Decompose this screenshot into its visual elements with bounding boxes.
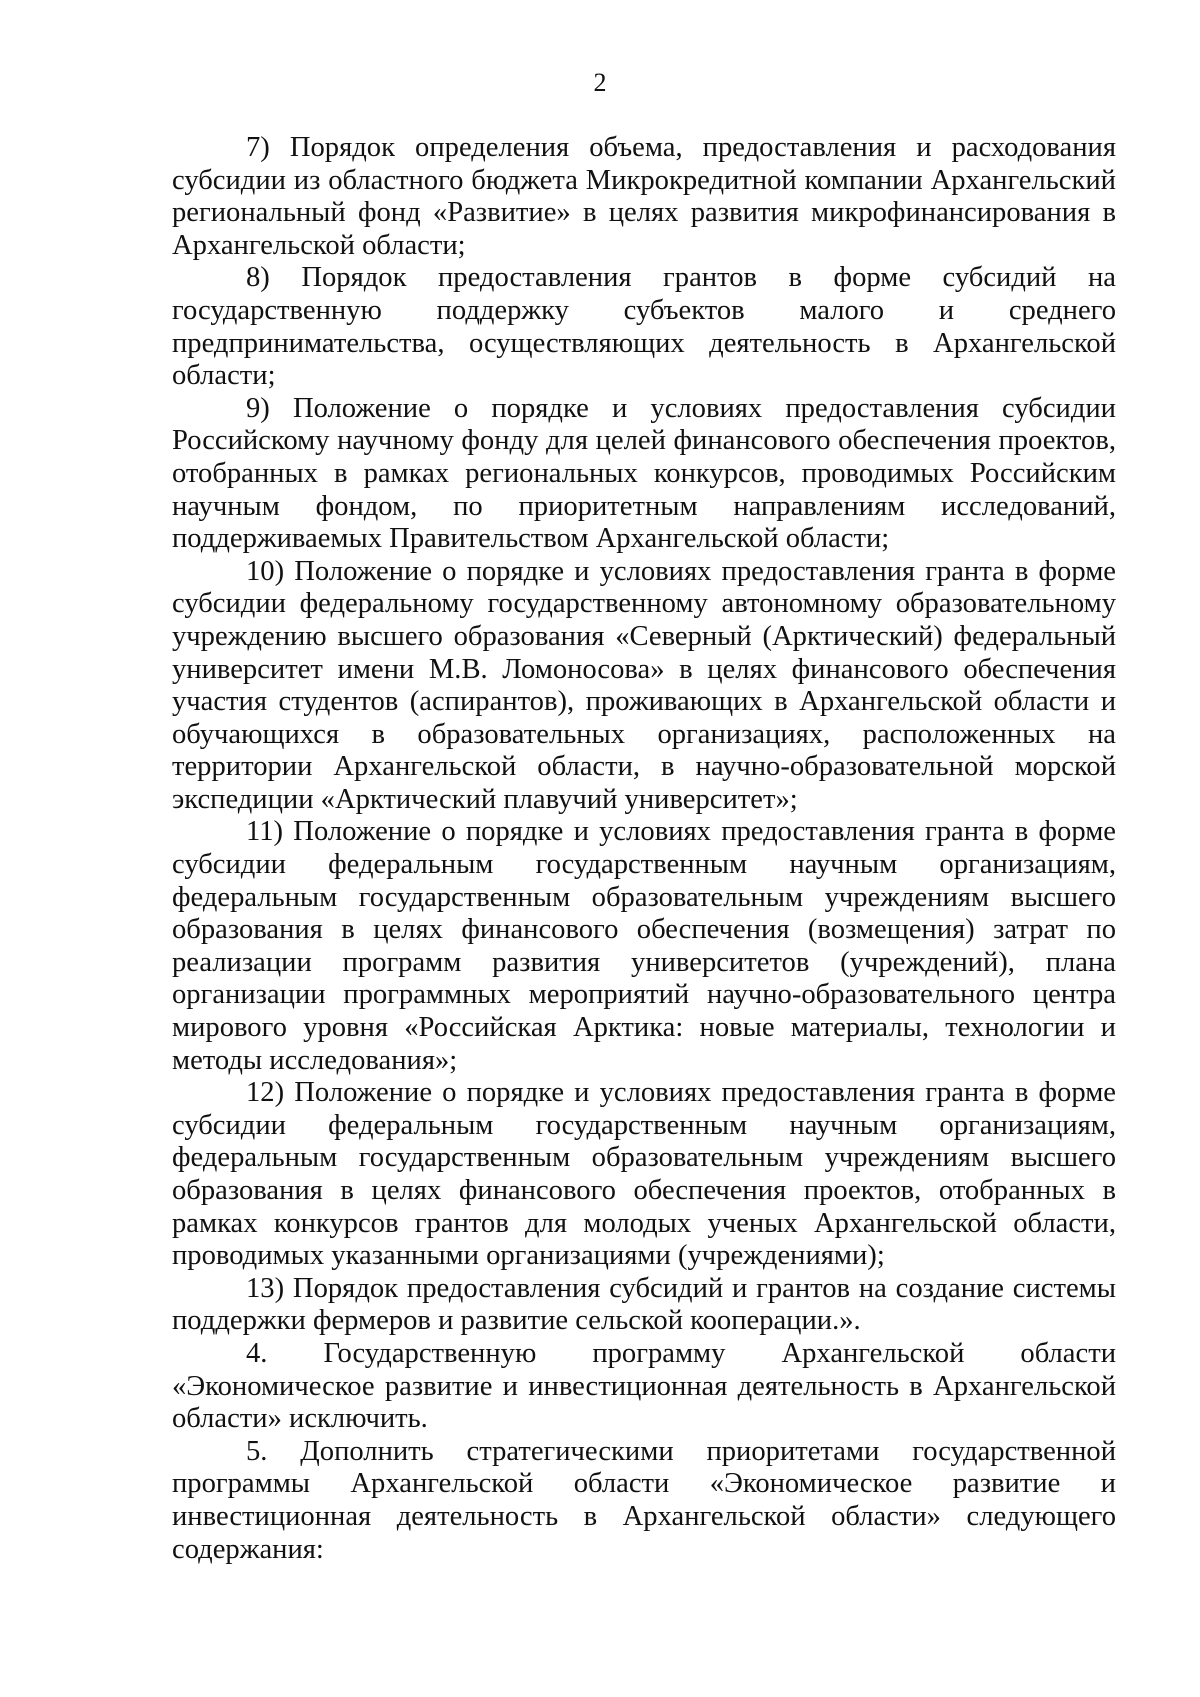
paragraph-item-8: 8) Порядок предоставления грантов в форме субсидий на государственную поддержку субъектов малого и среднего предпринимательства, осуществляющих деятельность в Архангельской области; xyxy=(172,262,1116,392)
paragraph-item-12: 12) Положение о порядке и условиях предоставления гранта в форме субсидии федеральным государственным научным организациям, федеральным государственным образовательным учреждениям высшего образования в целях финансового обеспечения проектов, отобранных в рамках конкурсов грантов для молодых ученых Архангельской области, проводимых указанными организациями (учреждениями); xyxy=(172,1077,1116,1272)
paragraph-item-10: 10) Положение о порядке и условиях предоставления гранта в форме субсидии федеральному государственному автономному образовательному учреждению высшего образования «Северный (Арктический) федеральный университет имени М.В. Ломоносова» в целях финансового обеспечения участия студентов (аспирантов), проживающих в Архангельской области и обучающихся в образовательных организациях, расположенных на территории Архангельской области, в научно-образовательной морской экспедиции «Арктический плавучий университет»; xyxy=(172,555,1116,815)
document-body xyxy=(172,132,1116,1566)
paragraph-item-9: 9) Положение о порядке и условиях предоставления субсидии Российскому научному фонду для целей финансового обеспечения проектов, отобранных в рамках региональных конкурсов, проводимых Российским научным фондом, по приоритетным направлениям исследований, поддерживаемых Правительством Архангельской области; xyxy=(172,392,1116,555)
paragraph-item-11: 11) Положение о порядке и условиях предоставления гранта в форме субсидии федеральным государственным научным организациям, федеральным государственным образовательным учреждениям высшего образования в целях финансового обеспечения (возмещения) затрат по реализации программ развития университетов (учреждений), плана организации программных мероприятий научно-образовательного центра мирового уровня «Российская Арктика: новые материалы, технологии и методы исследования»; xyxy=(172,816,1116,1076)
paragraph-item-7: 7) Порядок определения объема, предоставления и расходования субсидии из областного бюджета Микрокредитной компании Архангельский региональный фонд «Развитие» в целях развития микрофинансирования в Архангельской области; xyxy=(172,132,1116,261)
paragraph-item-13: 13) Порядок предоставления субсидий и грантов на создание системы поддержки фермеров и развитие сельской кооперации.». xyxy=(172,1272,1116,1337)
paragraph-clause-5: 5. Дополнить стратегическими приоритетами государственной программы Архангельской области «Экономическое развитие и инвестиционная деятельность в Архангельской области» следующего содержания: xyxy=(172,1435,1116,1565)
paragraph-clause-4: 4. Государственную программу Архангельской области «Экономическое развитие и инвестиционная деятельность в Архангельской области» исключить. xyxy=(172,1337,1116,1435)
page-number: 2 xyxy=(593,68,607,97)
